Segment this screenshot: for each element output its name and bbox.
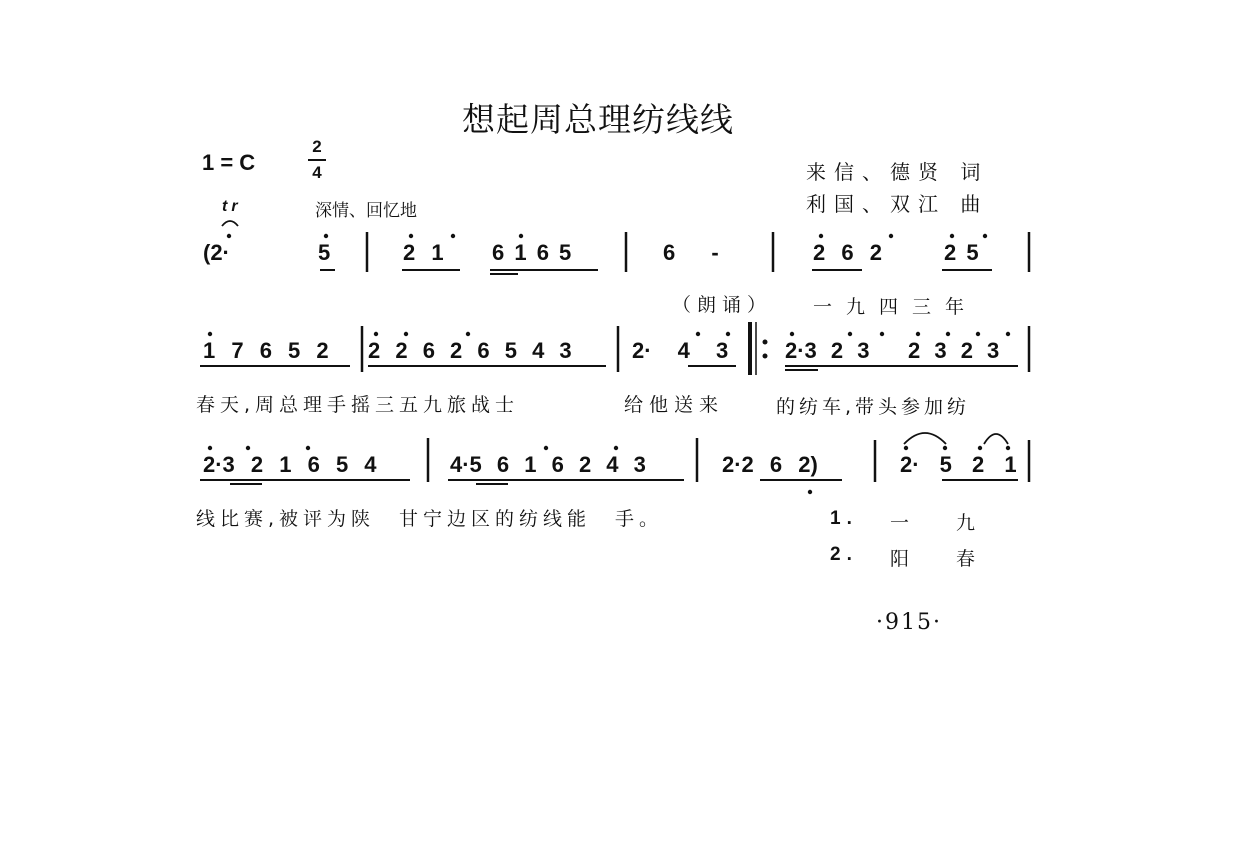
verse-1-lyric: 一 九 bbox=[890, 512, 990, 534]
note-group: (2· bbox=[203, 240, 230, 265]
note-group: 2 3 2 3 bbox=[908, 338, 1000, 363]
note-group: 4·5 6 1 6 2 4 3 bbox=[450, 452, 646, 477]
note-group: 5 bbox=[318, 240, 331, 265]
note-group: 1 7 6 5 2 bbox=[203, 338, 329, 363]
lyricist-credit: 来信、德贤 词 bbox=[806, 160, 989, 184]
note-group: 2· 5 2 1 bbox=[900, 452, 1017, 477]
trill-mark: tr bbox=[222, 198, 242, 215]
note-group: 2 1 bbox=[403, 240, 444, 265]
note-group: 2· 4 3 bbox=[632, 338, 729, 363]
note-group: 2·3 2 1 6 5 4 bbox=[203, 452, 377, 477]
note-group: 2·2 6 2) bbox=[722, 452, 818, 477]
repeat-dots bbox=[763, 340, 768, 359]
key-signature: 1 = C bbox=[202, 150, 256, 175]
time-signature-bottom: 4 bbox=[312, 163, 322, 182]
verse-2-number: 2. bbox=[830, 544, 858, 565]
note-group: 6 1 6 5 bbox=[492, 240, 572, 265]
verse-2-lyric: 阳 春 bbox=[890, 548, 990, 570]
lyric-line-2c: 的纺车,带头参加纺 bbox=[776, 396, 971, 418]
lyric-line-3: 线比赛,被评为陕 甘宁边区的纺线能 手。 bbox=[196, 508, 664, 530]
note-group: 2 5 bbox=[944, 240, 979, 265]
composer-credit: 利国、双江 曲 bbox=[806, 192, 989, 216]
lyric-line-2a: 春天,周总理手摇三五九旅战士 bbox=[196, 394, 520, 416]
lyric-line-1: 一九四三年 bbox=[813, 296, 979, 318]
note-group: 6 - bbox=[663, 240, 719, 265]
time-signature-top: 2 bbox=[312, 137, 322, 156]
song-title: 想起周总理纺线线 bbox=[462, 100, 734, 139]
note-group: 2·3 2 3 bbox=[785, 338, 870, 363]
note-group: 2 2 6 2 6 5 4 3 bbox=[368, 338, 572, 363]
lyric-line-2b: 给他送来 bbox=[624, 394, 725, 416]
note-group: 2 6 2 bbox=[813, 240, 882, 265]
octave-dots bbox=[208, 234, 1010, 494]
recitation-label: （朗诵） bbox=[672, 294, 773, 316]
tempo-marking: 深情、回忆地 bbox=[315, 201, 417, 221]
page-number: ·915· bbox=[876, 610, 942, 635]
barlines bbox=[362, 232, 1029, 482]
verse-1-number: 1. bbox=[830, 508, 858, 529]
